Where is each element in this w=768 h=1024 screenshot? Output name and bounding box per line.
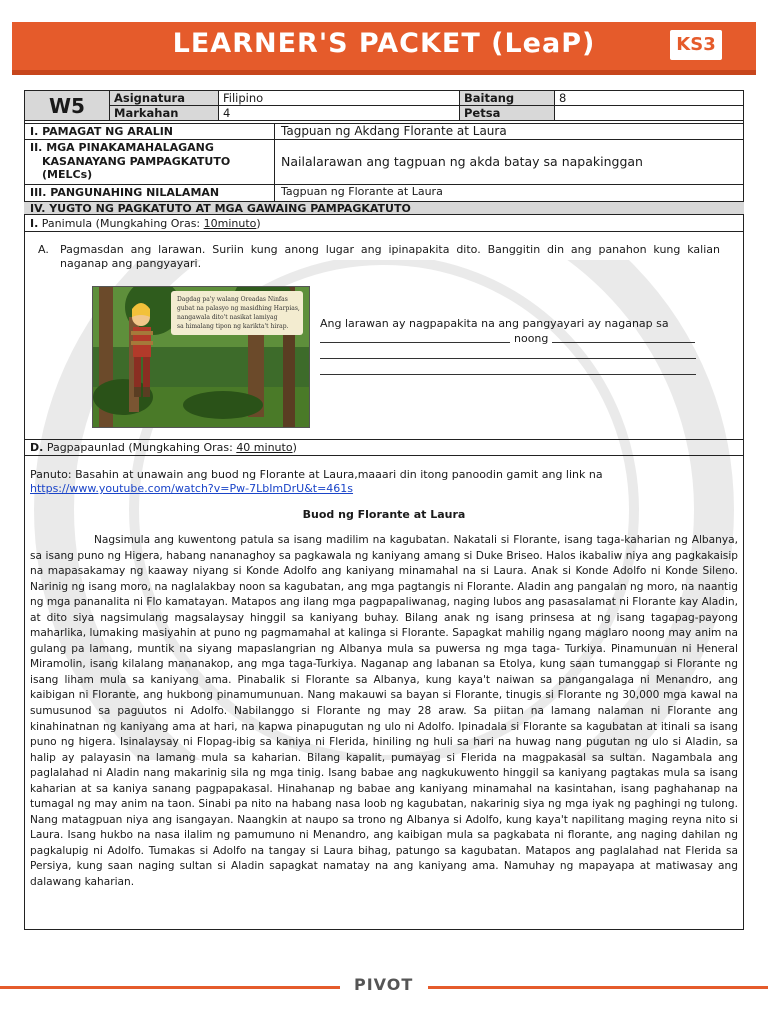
panimula-heading: [30, 217, 261, 231]
melcs-value: Nailalarawan ang tagpuan ng akda batay sa napakinggan: [281, 154, 643, 169]
melcs-cell: [274, 140, 744, 184]
petsa-label: Petsa: [460, 106, 555, 121]
pamagat-cell: [274, 124, 744, 139]
panimula-divider: [24, 231, 744, 232]
nilalaman-value: Tagpuan ng Florante at Laura: [281, 185, 443, 198]
pamagat-row: [24, 123, 744, 139]
item-instruction: Pagmasdan ang larawan. Suriin kung anong lugar ang ipinapakita dito. Banggitin din ang panahon kung kalian naganap ang pangyayari.: [60, 243, 720, 270]
nilalaman-row: [24, 184, 744, 201]
melcs-row: [24, 139, 744, 184]
story-title: Buod ng Florante at Laura: [302, 508, 466, 521]
item-letter: A.: [38, 243, 49, 256]
panimula-label: Panimula (Mungkahing Oras:: [41, 217, 204, 230]
answer-blank-time[interactable]: [552, 342, 695, 343]
nilalaman-label: III. PANGUNAHING NILALAMAN: [30, 186, 220, 199]
markahan-label: Markahan: [110, 106, 219, 121]
pamagat-value: Tagpuan ng Akdang Florante at Laura: [281, 124, 507, 138]
pagpapaunlad-divider: [24, 439, 744, 440]
answer-blank-line-2[interactable]: [320, 358, 696, 359]
packet-title: LEARNER'S PACKET (LeaP): [172, 28, 596, 59]
pagpapaunlad-time: 40 minuto: [236, 441, 293, 454]
asignatura-label: Asignatura: [110, 91, 219, 106]
caption-line-1: Dagdag pa'y walang Oreadas Ninfas: [177, 296, 288, 303]
footer-line-left: [0, 986, 340, 989]
pivot-logo: PIVOT: [354, 975, 414, 994]
baitang-value: 8: [555, 91, 744, 106]
asignatura-value: Filipino: [219, 91, 460, 106]
panimula-close: ): [256, 217, 261, 230]
week-label: W5: [25, 91, 110, 121]
answer-prompt: Ang larawan ay nagpapakita na ang pangyayari ay naganap sa: [320, 317, 669, 330]
answer-noong: noong: [514, 332, 549, 345]
melcs-label-line2: KASANAYANG PAMPAGKATUTO: [42, 154, 231, 168]
caption-line-2: gubat na palasyo ng masidhing Harpias,: [177, 305, 300, 312]
markahan-value: 4: [219, 106, 460, 121]
answer-blank-line-3[interactable]: [320, 374, 696, 375]
baitang-label: Baitang: [460, 91, 555, 106]
panuto-text: Panuto: Basahin at unawain ang buod ng Florante at Laura,maaari din itong panoodin gamit ang link na: [30, 468, 603, 481]
pagpapaunlad-head-divider: [24, 455, 744, 456]
pagpapaunlad-close: ): [292, 441, 297, 454]
ks-badge: KS3: [670, 30, 722, 60]
florante-illustration: [92, 286, 310, 428]
melcs-label-line1: II. MGA PINAKAMAHALAGANG: [30, 141, 214, 154]
footer-line-right: [428, 986, 768, 989]
answer-blank-place[interactable]: [320, 342, 510, 343]
pagpapaunlad-prefix: D.: [30, 441, 44, 454]
story-body: Nagsimula ang kuwentong patula sa isang madilim na kagubatan. Nakatali si Florante, isang taga-kaharian ng Albanya, sa isang puno ng Higera, habang nananaghoy sa pagkawala ng kaniyang amang si Duke Briseo. Halos ikabaliw niya ang pagkakaisip na mapasakamay ng kaaway niyang si Konde Adolfo ang kaniyang minamahal na si Laura. Anak si Konde Adolfo ni Konde Sileno. Narinig ng isang moro, na naglalakbay noon sa kagubatan, ang mga pagtangis ni Florante. Aladin ang pangalan ng moro, na naantig ng mga pananalita ni Flo kamatayan. Matapos ang ilang mga pagpapaliwanag, naging lubos ang pasasalamat ni Florante kay Aladin, at dito siya nagsimulang magsalaysay hinggil sa kaniyang buhay. Bilang anak ng isang prinsesa at ng isang tagapag-payong maharlika, lumaking masiyahin at puno ng pagmamahal at kalinga si Florante. Sapagkat mahilig ngang maglaro noong may anim na gulang pa lamang, muntik na siyang mapaslangrian ng Albanya mula sa puwersa ng mga taga- Turkiya. Pinamunuan ni Heneral Miramolin, isang kilalang mananakop, ang mga taga-Turkiya. Naganap ang labanan sa Etolya, kung saan tumanggap si Florante ng isang liham mula sa kaniyang ama. Pinabalik si Florante sa Albanya, kung kaya't naiwan sa pangangalaga ni Menandro, ang kaibigan ni Florante, ang hukbong pinamumunuan. Nang makauwi sa bayan si Florante, tinugis si Florante ng 30,000 mga kawal na sumusunod sa paguutos ni Adolfo. Nabilanggo si Florante ng may 28 araw. Sa piitan na lamang nalaman ni Florante ang kinahinatnan ng kaniyang ama at hari, na kapwa pinapugutan ng ulo ni Adolfo. Ipinadala si Florante sa kagubatan at itinali sa isang puno ng higera. Isinalaysay ni Flopag-ibig sa kaniya ni Flerida, hiniling ng huli sa hari na huwag nang pugutan ng ulo si Aladin, sa halip ay palayasin na lamang mula sa kaharian. Bilang kapalit, pumayag si Flerida na magpakasal sa sultan. Nagambala ang paglalahad ni Aladin nang makarinig sila ng mga tinig. Isang babae ang nagkukuwento hinggil sa kaniyang pagtakas mula sa isang kaharian at sa kaniya sanang pagpapakasal. Hinahanap ng babae ang kaniyang minamahal na kasintahan, isang paghahanap na tumagal ng may anim na taon. Sinabi pa nito na habang nasa loob ng kagubatan, nakarinig siya ng mga iyak ng paghingi ng tulong. Nang matagpuan niya ang isangayan. Naangkin at naupo sa trono ng Albanya si Adolfo, kung kaya't napilitang maging reyna nito si Laura. Isang hukbo na nasa ilalim ng pamumuno ni Menandro, ang kaibigan mula sa pagkabata ni florante, ang naging dahilan ng pagkalupig ni Adolfo. Tumakas si Adolfo na tangay si Laura bihag, patungo sa kagubatan. Matapos ang paglalahad nat Flerida sa Persiya, kung saan naging sultan si Aladin sapagkat namatay na ang kaniyang ama. Namuhay ng mapayapa at matiwasay ang dalawang kaharian.: [30, 534, 738, 889]
petsa-value: [555, 106, 744, 121]
pagpapaunlad-heading: [30, 441, 297, 455]
youtube-link[interactable]: https://www.youtube.com/watch?v=Pw-7LbImDrU&t=461s: [30, 482, 354, 495]
melcs-label: [30, 141, 280, 182]
pamagat-label: I. PAMAGAT NG ARALIN: [30, 125, 174, 138]
melcs-label-line3: (MELCs): [42, 168, 93, 181]
forest-scene-image: [93, 287, 309, 427]
pagpapaunlad-label: Pagpapaunlad (Mungkahing Oras:: [46, 441, 237, 454]
yugto-heading: IV. YUGTO NG PAGKATUTO AT MGA GAWAING PAMPAGKATUTO: [24, 201, 744, 215]
panimula-time: 10minuto: [203, 217, 257, 230]
nilalaman-cell: [274, 185, 744, 201]
caption-line-4: sa himalang tipon ng karikta't hirap.: [177, 323, 289, 330]
caption-line-3: nangawala dito't nasikat lamiyag: [177, 314, 278, 321]
meta-table: [24, 90, 744, 121]
panimula-prefix: I.: [30, 217, 39, 230]
